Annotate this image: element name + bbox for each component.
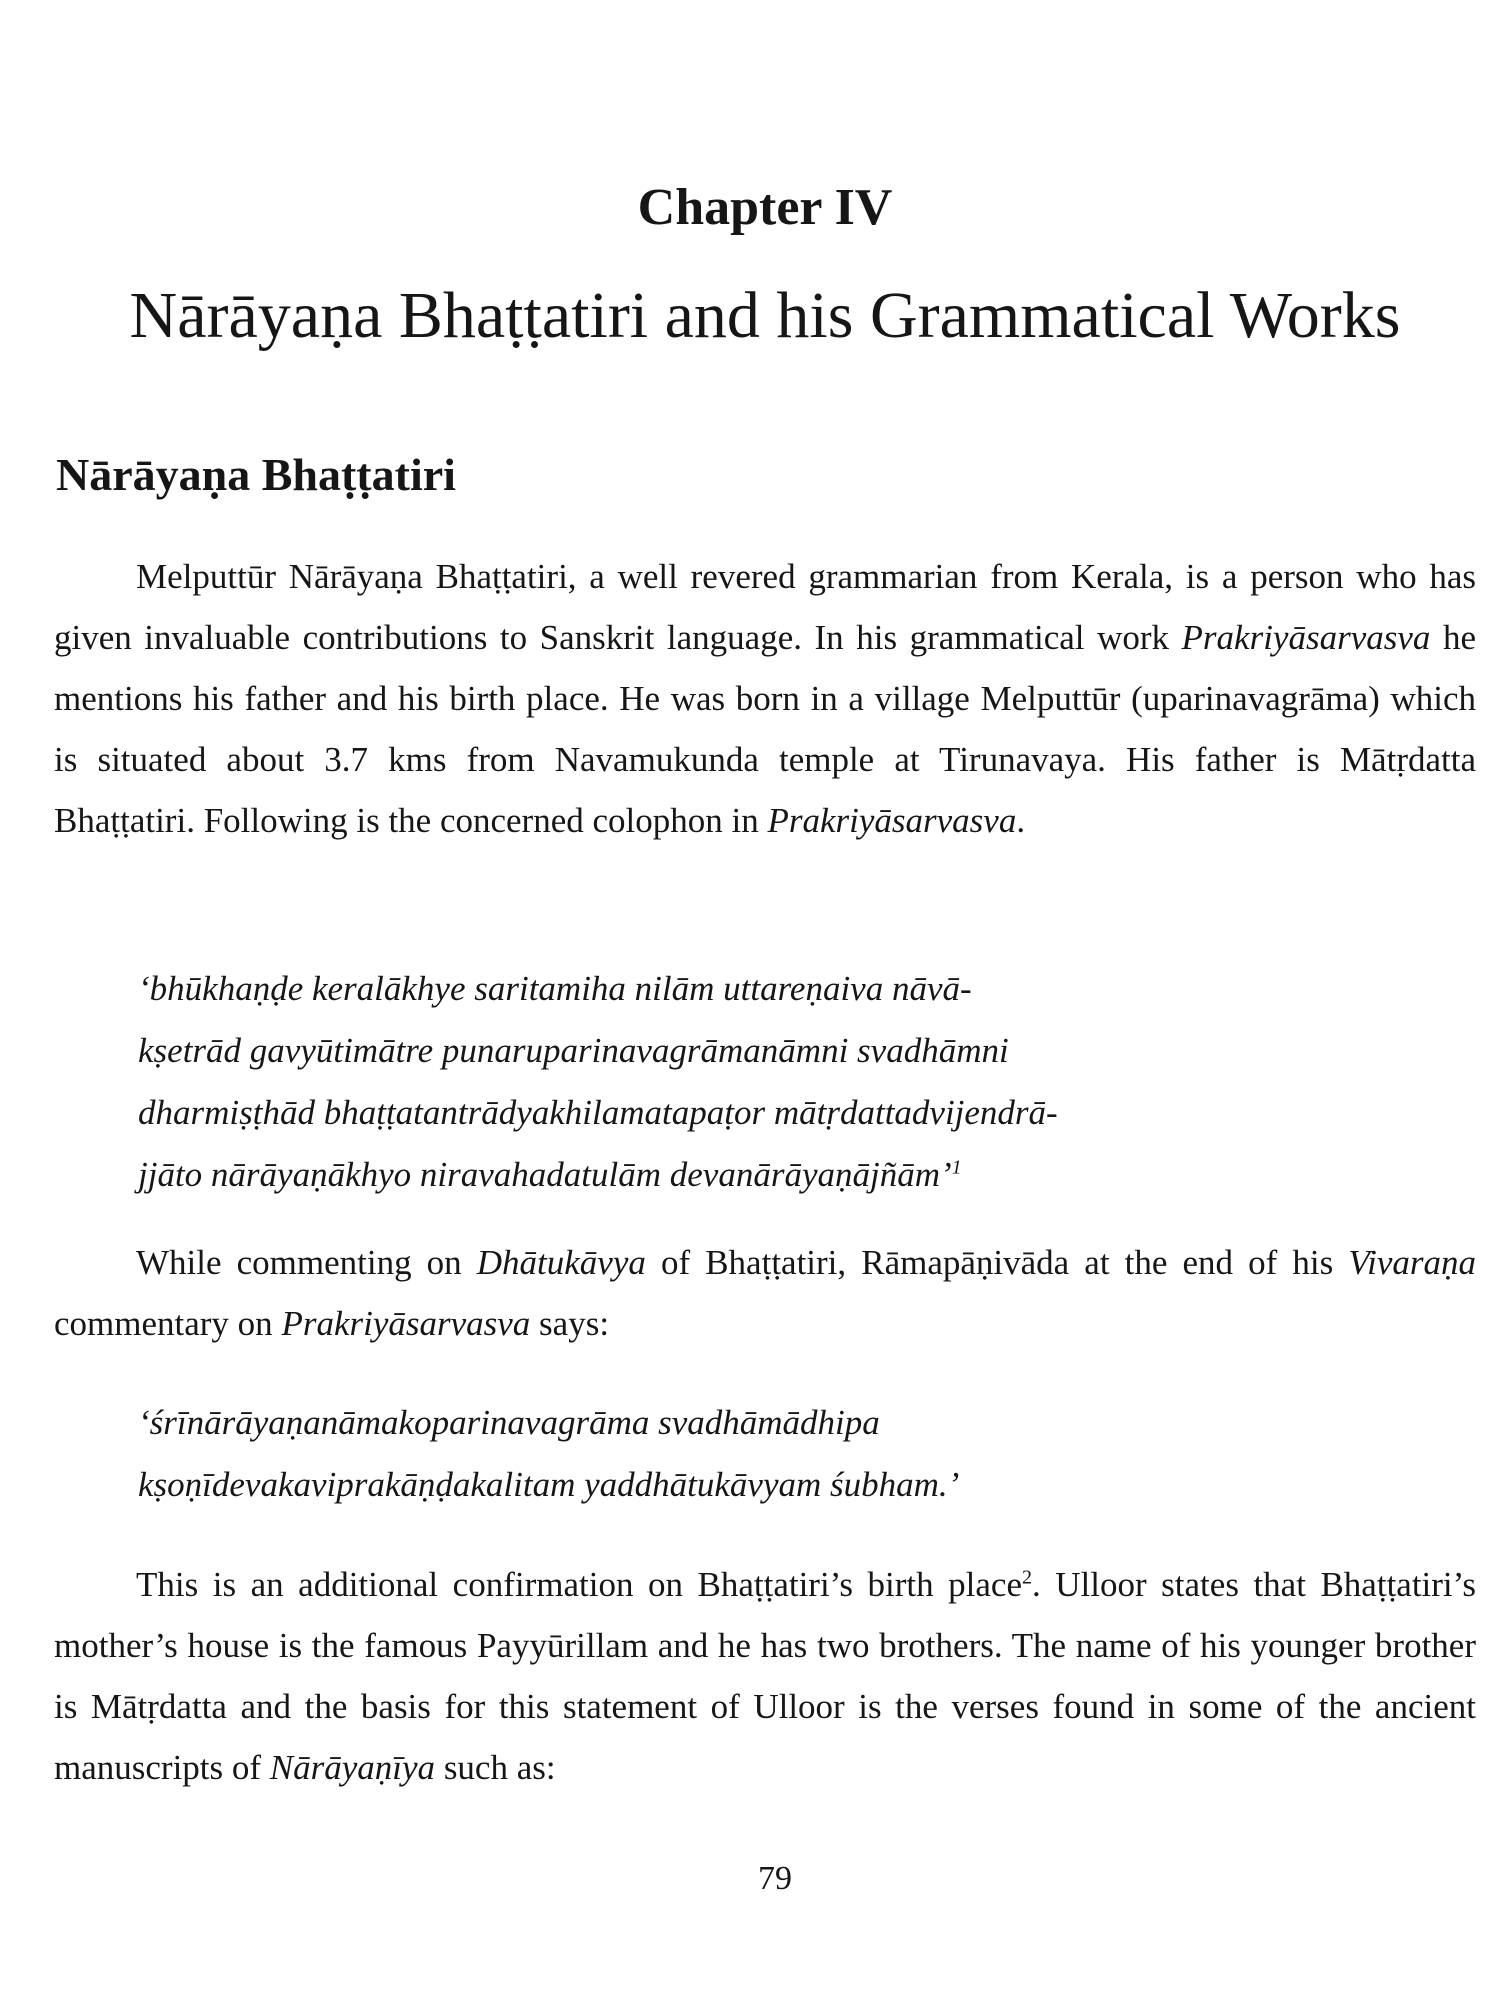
paragraph-text: says: [530,1304,610,1343]
paragraph-text: While commenting on [136,1243,477,1282]
work-title: Prakriyāsarvasva [281,1304,531,1343]
paragraph-text: such as: [435,1748,556,1787]
verse-dhatukavya [138,1392,1338,1516]
verse-line-text: jjāto nārāyaṇākhyo niravahadatulām devanārāyaṇājñām’ [138,1155,952,1194]
paragraph-confirmation [54,1554,1476,1798]
paragraph-text: he mentions his father and his birth place. He was born in a village Melputtūr (uparinavagrāma) which is situated about 3.7 kms from Navamukunda temple at Tirunavaya. His father is Mātṛdatta Bhaṭṭatiri. Following is the concerned colophon in [54,618,1476,840]
verse-line: dharmiṣṭhād bhaṭṭatantrādyakhilamatapaṭor mātṛdattadvijendrā- [138,1093,1058,1132]
paragraph-text: commentary on [54,1304,282,1343]
page-number: 79 [758,1860,792,1897]
verse-line: ‘bhūkhaṇḍe keralākhye saritamiha nilām uttareṇaiva nāvā- [138,969,972,1008]
chapter-title: Nārāyaṇa Bhaṭṭatiri and his Grammatical Works [129,279,1401,352]
verse-line: ‘śrīnārāyaṇanāmakoparinavagrāma svadhāmādhipa [138,1403,880,1442]
verse-line: kṣetrād gavyūtimātre punaruparinavagrāmanāmni svadhāmni [138,1031,1009,1070]
paragraph-text: of Bhaṭṭatiri, Rāmapāṇivāda at the end of his [645,1243,1349,1282]
verse-line [138,1144,1338,1206]
work-title: Prakriyāsarvasva [1181,618,1431,657]
paragraph-text: Melputtūr Nārāyaṇa Bhaṭṭatiri, a well revered grammarian from Kerala, is a person who has given invaluable contributions to Sanskrit language. In his grammatical work [54,557,1476,657]
paragraph-commentary [54,1232,1476,1354]
work-title: Prakriyāsarvasva [767,801,1017,840]
footnote-marker: 2 [1022,1566,1032,1589]
work-title: Nārāyaṇīya [269,1748,436,1787]
verse-line: kṣoṇīdevakaviprakāṇḍakalitam yaddhātukāvyam śubham.’ [138,1465,960,1504]
work-title: Dhātukāvya [476,1243,646,1282]
work-title: Vivaraṇa [1348,1243,1476,1282]
footnote-marker: 1 [951,1156,962,1179]
verse-colophon [138,958,1338,1206]
paragraph-text: This is an additional confirmation on Bhaṭṭatiri’s birth place [136,1565,1022,1604]
paragraph-text: . [1016,801,1026,840]
paragraph-text: . Ulloor states that Bhaṭṭatiri’s mother’s house is the famous Payyūrillam and he has two brothers. The name of his younger brother is Mātṛdatta and the basis for this statement of Ulloor is the verses found in some of the ancient manuscripts of [54,1565,1476,1787]
section-heading: Nārāyaṇa Bhaṭṭatiri [56,449,456,500]
paragraph-intro [54,546,1476,851]
chapter-label: Chapter IV [637,179,893,236]
